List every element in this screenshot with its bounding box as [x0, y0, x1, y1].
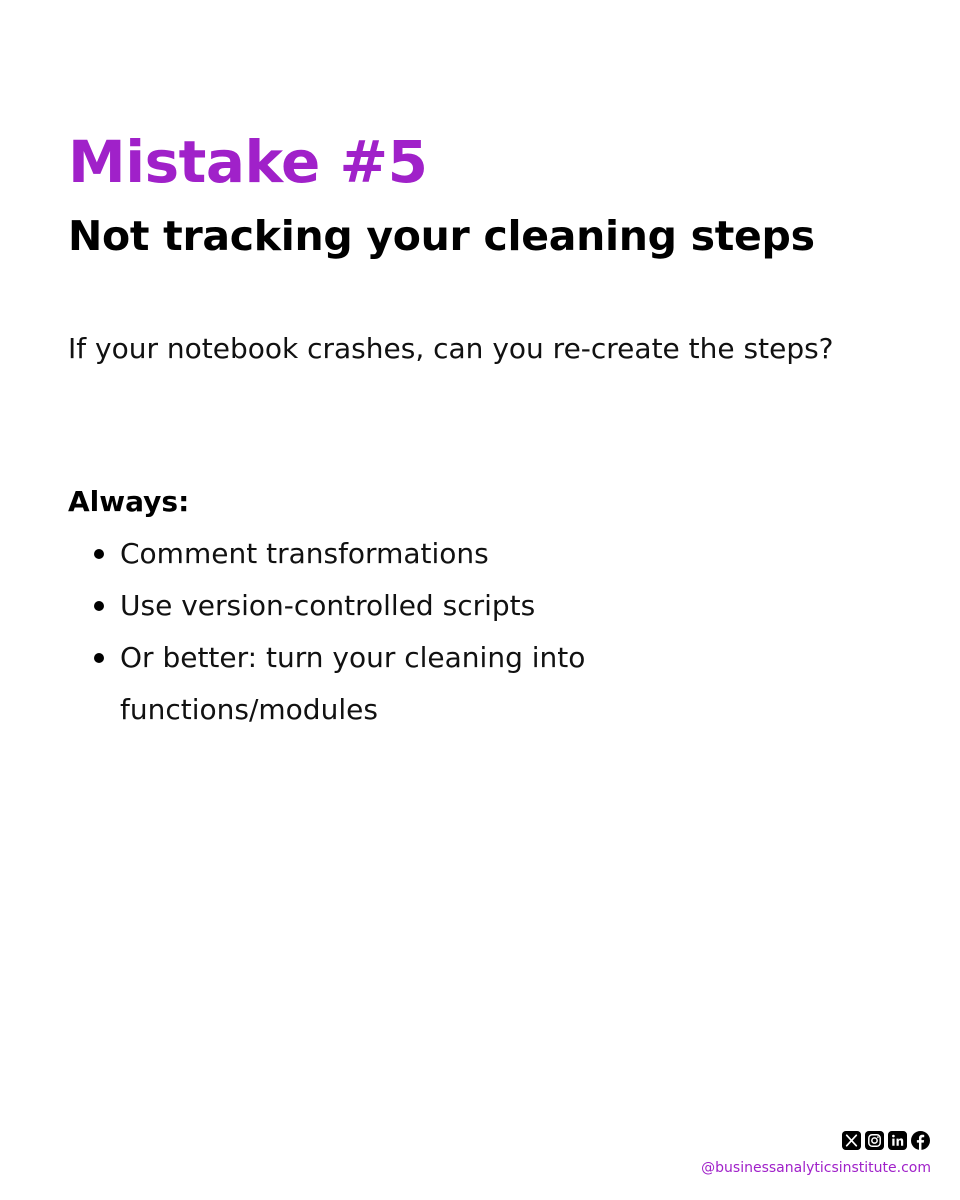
tip-item	[68, 632, 708, 736]
mistake-number-heading: Mistake #5	[68, 128, 428, 196]
always-label: Always:	[68, 485, 190, 518]
bullet-icon	[94, 601, 104, 611]
bullet-icon	[94, 549, 104, 559]
handle-link[interactable]: @businessanalyticsinstitute.com	[701, 1160, 931, 1176]
linkedin-icon[interactable]	[888, 1131, 907, 1150]
social-links	[842, 1131, 930, 1150]
mistake-title: Not tracking your cleaning steps	[68, 212, 815, 260]
instagram-icon[interactable]	[865, 1131, 884, 1150]
tip-text: Use version-controlled scripts	[120, 589, 536, 622]
facebook-icon[interactable]	[911, 1131, 930, 1150]
tip-text: Or better: turn your cleaning into functions/modules	[120, 641, 586, 726]
tip-item	[68, 528, 708, 580]
intro-paragraph: If your notebook crashes, can you re-create the steps?	[68, 332, 834, 365]
tip-item	[68, 580, 708, 632]
tips-list	[68, 528, 708, 736]
tip-text: Comment transformations	[120, 537, 489, 570]
x-icon[interactable]	[842, 1131, 861, 1150]
bullet-icon	[94, 653, 104, 663]
